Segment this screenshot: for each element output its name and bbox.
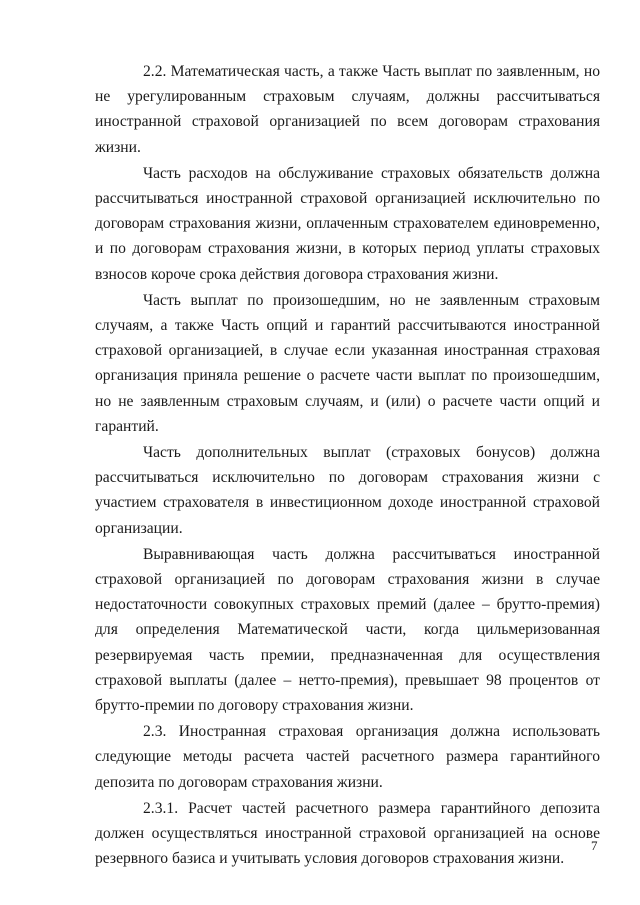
document-body [95,59,600,872]
paragraph-2-2: 2.2. Математическая часть, а также Часть выплат по заявленным, но не урегулированным страховым случаям, должны рассчитываться иностранной страховой организацией по всем договорам страхования жизни. [95,63,600,156]
paragraph-2-3-1: 2.3.1. Расчет частей расчетного размера гарантийного депозита должен осуществляться иностранной страховой организацией на основе резервного базиса и учитывать условия договоров страхования жизни. [95,799,600,868]
paragraph-2-3: 2.3. Иностранная страховая организация должна использовать следующие методы расчета частей расчетного размера гарантийного депозита по договорам страхования жизни. [95,723,600,791]
paragraph-service-costs: Часть расходов на обслуживание страховых обязательств должна рассчитываться иностранной страховой организацией исключительно по договорам страхования жизни, оплаченным страхователем единовременно, и по договорам страхования жизни, в которых период уплаты страховых взносов короче срока действия договора страхования жизни. [95,164,600,283]
paragraph-bonuses: Часть дополнительных выплат (страховых бонусов) должна рассчитываться исключительно по договорам страхования жизни с участием страхователя в инвестиционном доходе иностранной страховой организации. [95,444,600,537]
paragraph-ibnr-options: Часть выплат по произошедшим, но не заявленным страховым случаям, а также Часть опций и гарантий рассчитываются иностранной страховой организацией, в случае если указанная иностранная страховая организация приняла решение о расчете части выплат по произошедшим, но не заявленным страховым случаям, и (или) о расчете части опций и гарантий. [95,291,600,435]
page-number: 7 [591,838,598,853]
paragraph-equalizing-part: Выравнивающая часть должна рассчитываться иностранной страховой организацией по договорам страхования жизни в случае недостаточности совокупных страховых премий (далее – брутто-премия) для определения Математической части, когда цильмеризованная резервируемая часть премии, предназначенная для осуществления страховой выплаты (далее – нетто-премия), превышает 98 процентов от брутто-премии по договору страхования жизни. [95,545,600,715]
